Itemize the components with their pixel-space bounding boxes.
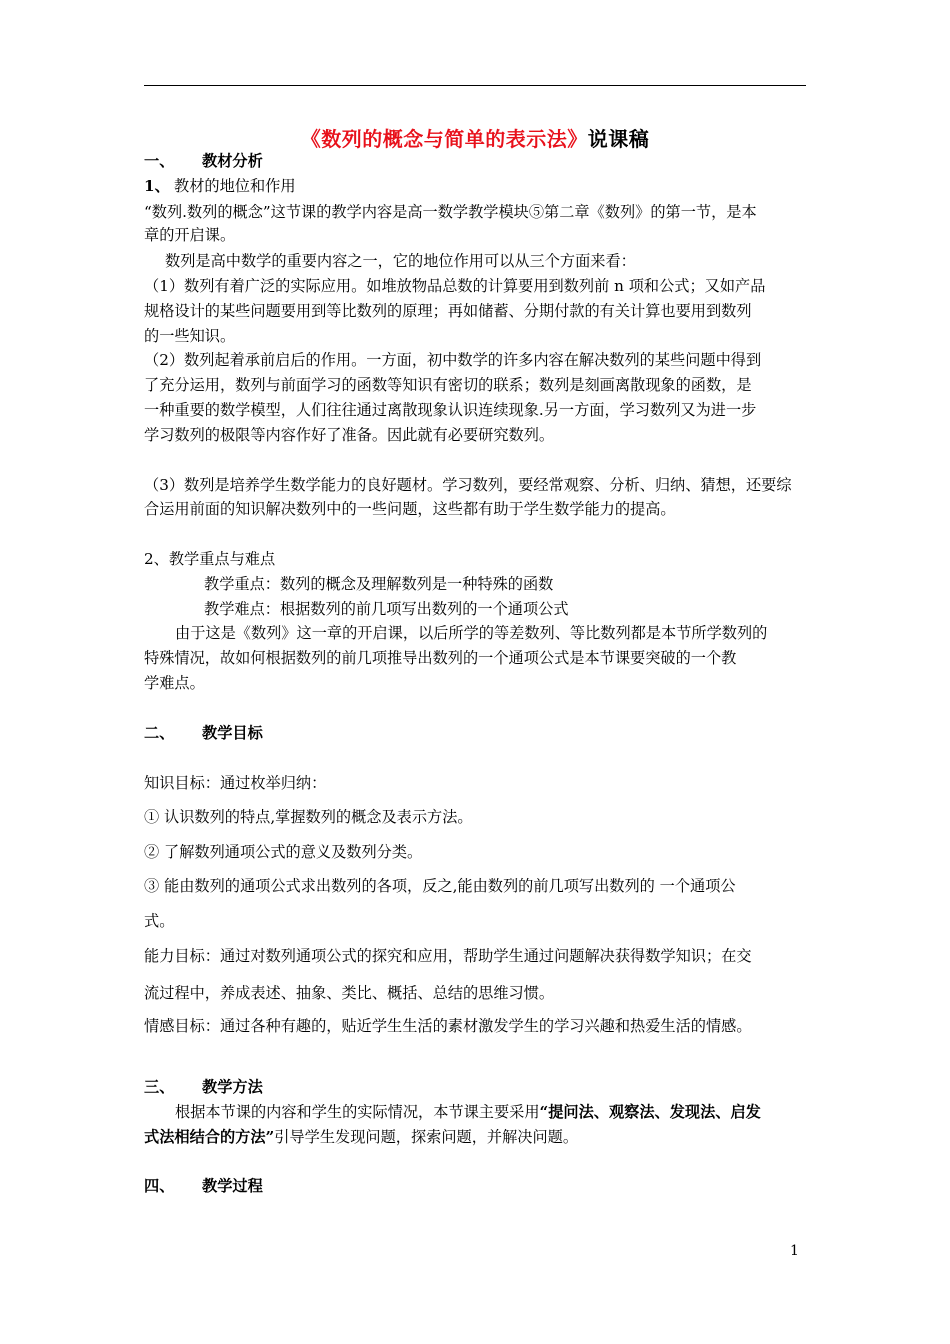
header-rule [144, 85, 806, 86]
method-line: 根据本节课的内容和学生的实际情况，本节课主要采用“提问法、观察法、发现法、启发 [175, 1103, 761, 1121]
paragraph-line: 规格设计的某些问题要用到等比数列的原理；再如储蓄、分期付款的有关计算也要用到数列 [144, 302, 752, 320]
paragraph-line: “数列.数列的概念”这节课的教学内容是高一数学教学模块⑤第二章《数列》的第一节，是本 [144, 203, 757, 221]
subsection-2-heading: 2、教学重点与难点 [144, 550, 276, 568]
subsection-1-heading: 1、 教材的地位和作用 [144, 177, 296, 195]
section-2-heading: 二、 教学目标 [144, 724, 263, 742]
emotion-goal: 情感目标：通过各种有趣的，贴近学生生活的素材激发学生的学习兴趣和热爱生活的情感。 [144, 1017, 752, 1035]
paragraph-line: 了充分运用，数列与前面学习的函数等知识有密切的联系；数列是刻画离散现象的函数，是 [144, 376, 752, 394]
ability-goal: 能力目标：通过对数列通项公式的探究和应用，帮助学生通过问题解决获得数学知识；在交 [144, 947, 752, 965]
key-point: 教学重点：数列的概念及理解数列是一种特殊的函数 [204, 575, 554, 593]
paragraph-line: 章的开启课。 [144, 226, 236, 244]
paragraph-line: 由于这是《数列》这一章的开启课，以后所学的等差数列、等比数列都是本节所学数列的 [175, 624, 768, 642]
ability-goal-cont: 流过程中，养成表述、抽象、类比、概括、总结的思维习惯。 [144, 984, 555, 1002]
knowledge-item: ① 认识数列的特点,掌握数列的概念及表示方法。 [144, 808, 473, 826]
method-line: 式法相结合的方法”引导学生发现问题，探索问题，并解决问题。 [144, 1128, 578, 1146]
paragraph-line: （3）数列是培养学生数学能力的良好题材。学习数列，要经常观察、分析、归纳、猜想，还要综 [144, 476, 792, 494]
knowledge-item: ② 了解数列通项公式的意义及数列分类。 [144, 843, 423, 861]
paragraph-line: 一种重要的数学模型，人们往往通过离散现象认识连续现象.另一方面，学习数列又为进一步 [144, 401, 757, 419]
section-1-heading: 一、 教材分析 [144, 152, 263, 170]
title-suffix: 说课稿 [587, 127, 650, 151]
paragraph-line: 数列是高中数学的重要内容之一，它的地位作用可以从三个方面来看： [165, 252, 636, 270]
paragraph-line: 特殊情况，故如何根据数列的前几项推导出数列的一个通项公式是本节课要突破的一个教 [144, 649, 737, 667]
section-4-heading: 四、 教学过程 [144, 1177, 263, 1195]
knowledge-goal: 知识目标：通过枚举归纳： [144, 774, 327, 792]
paragraph-line: （2）数列起着承前启后的作用。一方面，初中数学的许多内容在解决数列的某些问题中得到 [144, 351, 762, 369]
title-main: 《数列的概念与简单的表示法》 [300, 127, 588, 151]
difficult-point: 教学难点：根据数列的前几项写出数列的一个通项公式 [204, 600, 569, 618]
paragraph-line: 的一些知识。 [144, 327, 236, 345]
paragraph-line: 学难点。 [144, 674, 205, 692]
paragraph-line: 学习数列的极限等内容作好了准备。因此就有必要研究数列。 [144, 426, 555, 444]
page-number: 1 [790, 1243, 799, 1259]
section-3-heading: 三、 教学方法 [144, 1078, 263, 1096]
knowledge-item: ③ 能由数列的通项公式求出数列的各项，反之,能由数列的前几项写出数列的 一个通项公 [144, 877, 736, 895]
document-title [144, 123, 806, 152]
paragraph-line: （1）数列有着广泛的实际应用。如堆放物品总数的计算要用到数列前 n 项和公式；又如产品 [144, 277, 766, 295]
knowledge-item-cont: 式。 [144, 912, 175, 930]
paragraph-line: 合运用前面的知识解决数列中的一些问题，这些都有助于学生数学能力的提高。 [144, 500, 676, 518]
